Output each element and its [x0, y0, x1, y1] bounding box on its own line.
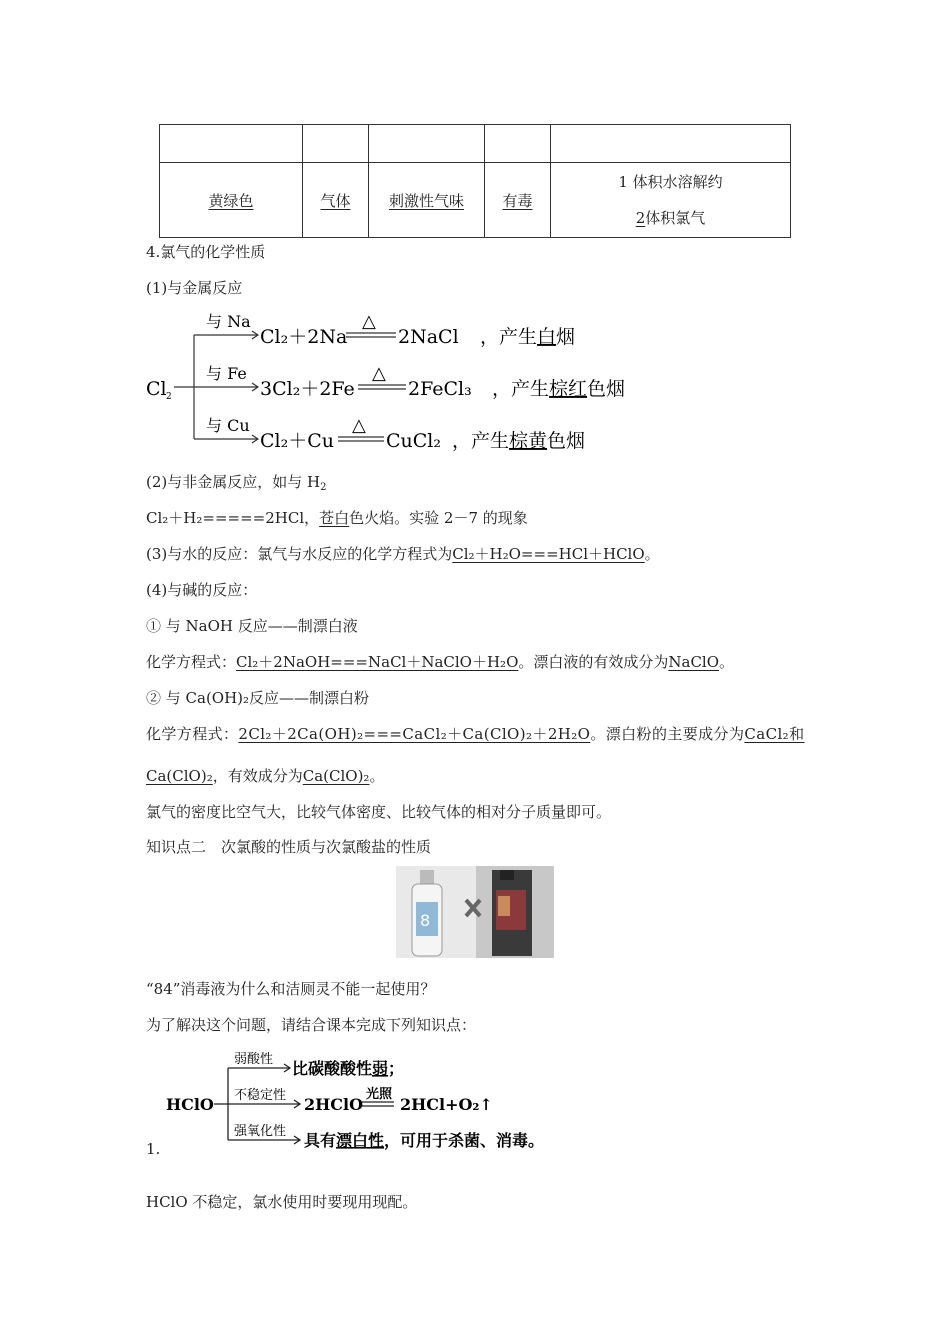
cond-na: △ [362, 311, 376, 332]
punctuation: 。 [719, 653, 735, 671]
table-header-row [160, 125, 791, 163]
subsection-title: (4)与碱的反应： [146, 581, 258, 599]
hclo-property-diagram [160, 1046, 560, 1154]
density-note: 氯气的密度比空气大，比较气体密度、比较气体的相对分子质量即可。 [146, 803, 612, 821]
question-text: “84”消毒液为什么和洁厕灵不能一起使用？ [146, 980, 436, 998]
metal-reaction-diagram [140, 305, 626, 455]
main-component: CaCl₂和 [744, 725, 805, 743]
toxicity-value: 有毒 [502, 191, 533, 210]
water-reaction-line [146, 543, 660, 564]
product-fe: ，产生棕红色烟 [492, 378, 626, 400]
product-fe-post: 色烟 [587, 378, 626, 400]
naoh-title: ① 与 NaOH 反应——制漂白液 [146, 617, 358, 635]
svg-text:2: 2 [166, 392, 172, 402]
label-oxidizing: 强氧化性 [234, 1124, 287, 1139]
label: 化学方程式： [146, 653, 237, 671]
eq-na-left: Cl₂＋2Na [260, 326, 348, 348]
eq-fe-right: 2FeCl₃ [408, 378, 472, 400]
oxidizing-result [304, 1131, 544, 1151]
bottles-illustration [396, 866, 554, 958]
b1-ul: 弱 [372, 1059, 389, 1078]
text: ，有效成分为 [212, 767, 303, 785]
b2-right: 2HCl+O₂↑ [400, 1095, 493, 1114]
solubility-number: 2 [635, 209, 646, 227]
punctuation: 。 [644, 545, 660, 563]
label-weak-acid: 弱酸性 [234, 1052, 274, 1067]
state-value: 气体 [320, 191, 351, 210]
table-cell [485, 125, 551, 163]
h2-equation: Cl₂＋H₂=====2HCl， [146, 509, 320, 527]
subsection-title [146, 471, 326, 492]
text: 。漂白液的有效成分为 [518, 653, 669, 671]
table-cell [369, 163, 485, 238]
source-chlorine: Cl [146, 378, 167, 400]
b3-post: ，可用于杀菌、消毒。 [384, 1131, 545, 1150]
h2-note: 色火焰。实验 2－7 的现象 [349, 509, 528, 527]
table-cell [160, 125, 303, 163]
flame-color: 苍白 [319, 509, 350, 527]
product-fe-pre: 产生 [511, 378, 550, 400]
product-cu-pre: 产生 [471, 430, 510, 452]
product-fe-ul: 棕红 [549, 378, 588, 400]
effective-component: Ca(ClO)₂ [302, 767, 370, 785]
hclo-source: HClO [166, 1095, 214, 1114]
cond-fe: △ [372, 363, 386, 384]
subsection-text: (2)与非金属反应，如与 H [146, 473, 321, 491]
color-value: 黄绿色 [208, 191, 254, 210]
b1-pre: 比碳酸酸性 [292, 1059, 373, 1078]
effective-component: NaClO [668, 653, 720, 671]
table-cell [485, 163, 551, 238]
metal-reaction-svg [140, 305, 626, 455]
knowledge-point-title: 知识点二 次氯酸的性质与次氯酸盐的性质 [146, 838, 432, 856]
label-unstable: 不稳定性 [234, 1088, 287, 1103]
hclo-note: HClO 不稳定，氯水使用时要现用现配。 [146, 1193, 418, 1211]
h2-reaction-line [146, 507, 528, 528]
eq-cu-right: CuCl₂ [386, 430, 442, 452]
water-equation: Cl₂＋H₂O===HCl＋HClO [452, 545, 645, 563]
section-title: 4.氯气的化学性质 [146, 243, 266, 261]
text: 。漂白粉的主要成分为 [590, 725, 745, 743]
branch-label-cu: 与 Cu [206, 416, 250, 435]
caoh-equation-line2 [146, 765, 384, 786]
punctuation: 。 [369, 767, 385, 785]
caoh-equation: 2Cl₂＋2Ca(OH)₂===CaCl₂＋Ca(ClO)₂＋2H₂O [238, 725, 591, 743]
eq-na-right: 2NaCl [398, 326, 459, 348]
b3-pre: 具有 [304, 1131, 337, 1150]
table-cell [551, 163, 791, 238]
table-cell [303, 125, 369, 163]
product-na-ul: 白 [537, 326, 557, 348]
weak-acid-result [292, 1059, 404, 1078]
bottles-photo [396, 866, 554, 958]
product-na-pre: 产生 [499, 326, 538, 348]
chlorine-properties-table [159, 124, 791, 238]
product-cu-ul: 棕黄 [509, 430, 548, 452]
b1-post: ； [388, 1059, 405, 1078]
subsection-title: (1)与金属反应 [146, 279, 243, 297]
item-number: 1. [146, 1140, 161, 1158]
caoh-title: ② 与 Ca(OH)₂反应——制漂白粉 [146, 689, 370, 707]
solubility-text: 体积氯气 [645, 209, 706, 227]
product-cu-post: 色烟 [547, 430, 586, 452]
b3-ul: 漂白性 [336, 1131, 385, 1150]
table-cell [369, 125, 485, 163]
product-na-post: 烟 [556, 326, 576, 348]
branch-label-na: 与 Na [206, 312, 251, 331]
eq-cu-left: Cl₂＋Cu [260, 430, 335, 452]
table-cell [303, 163, 369, 238]
instruction-text: 为了解决这个问题，请结合课本完成下列知识点： [146, 1016, 477, 1034]
svg-text:8: 8 [420, 911, 431, 930]
solubility-line2 [551, 200, 790, 236]
label: 化学方程式： [146, 725, 239, 743]
branch-label-fe: 与 Fe [206, 364, 247, 383]
main-component-2: Ca(ClO)₂ [146, 767, 213, 785]
odor-value: 刺激性气味 [388, 191, 464, 210]
water-reaction-text: (3)与水的反应：氯气与水反应的化学方程式为 [146, 545, 453, 563]
cond-cu: △ [352, 415, 366, 436]
caoh-equation-line [146, 723, 804, 744]
table-row [160, 163, 791, 238]
table-cell [160, 163, 303, 238]
product-na: ，产生白烟 [480, 326, 576, 348]
b2-condition: 光照 [366, 1087, 393, 1102]
hclo-svg [160, 1046, 560, 1154]
eq-fe-left: 3Cl₂＋2Fe [260, 378, 355, 400]
product-cu: ，产生棕黄色烟 [452, 430, 586, 452]
solubility-line1: 1 体积水溶解约 [618, 173, 723, 191]
naoh-equation-line [146, 651, 734, 672]
subscript: 2 [320, 482, 327, 493]
naoh-equation: Cl₂＋2NaOH===NaCl＋NaClO＋H₂O [236, 653, 519, 671]
table-cell [551, 125, 791, 163]
b2-left: 2HClO [304, 1095, 363, 1114]
